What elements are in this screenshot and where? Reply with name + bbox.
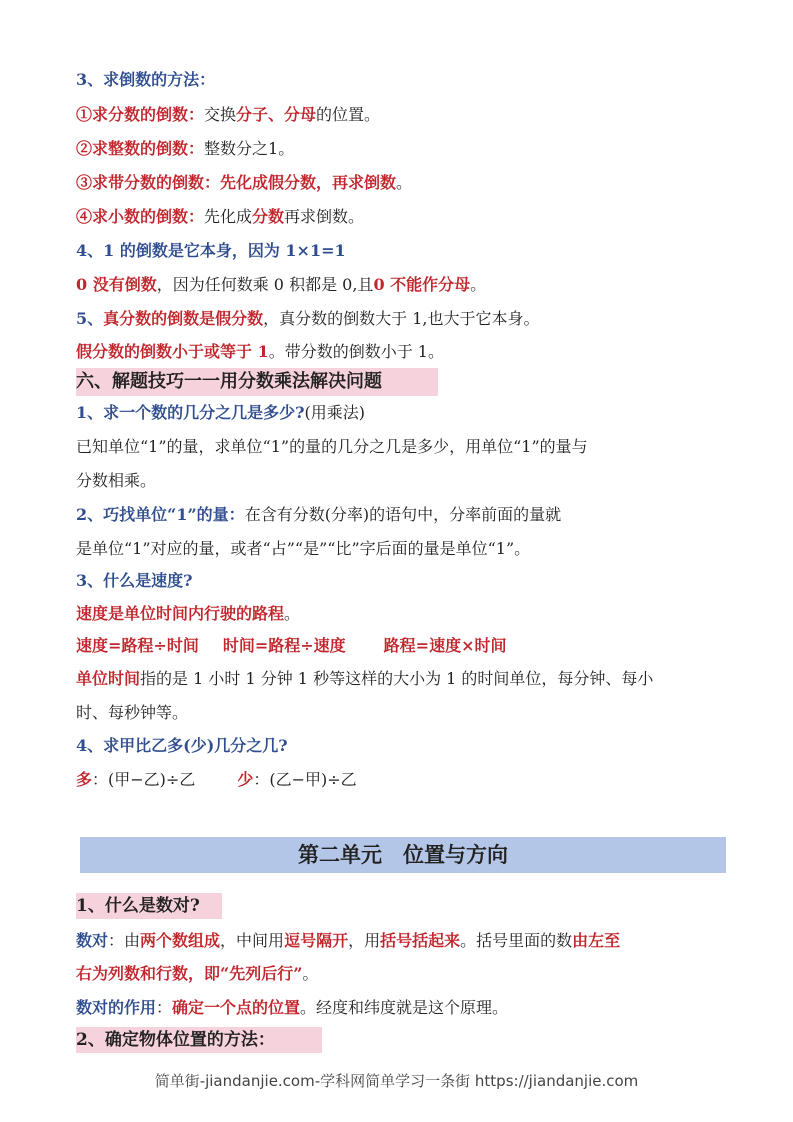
- text-span: ，用: [348, 931, 381, 950]
- column-then-row: 右为列数和行数，即“先列后行”: [76, 964, 303, 983]
- speed-definition-end: 。: [284, 604, 301, 623]
- method-4-label: ④求小数的倒数：: [76, 207, 205, 226]
- question-1-text-2: 分数相乘。: [76, 471, 157, 490]
- coordinate-purpose: [76, 996, 508, 1020]
- text-span: ：由: [108, 931, 141, 950]
- unit-time-line-2: 时、每秒钟等。: [76, 703, 189, 722]
- text-span: ，中间用: [220, 931, 285, 950]
- method-1-text: 交换: [204, 105, 237, 124]
- left-to-right: 由左至: [572, 931, 621, 950]
- formula-distance: 路程=速度×时间: [383, 636, 507, 655]
- question-2-text-2: 是单位“1”对应的量，或者“占”“是”“比”字后面的量是单位“1”。: [76, 539, 531, 558]
- formula-time: 时间=路程÷速度: [222, 636, 346, 655]
- unit-2-banner: [80, 837, 726, 873]
- method-1: [76, 103, 380, 127]
- method-4-key: 分数: [252, 207, 285, 226]
- page-footer: 简单街-jiandanjie.com-学科网简单学习一条街 https://jiandanjie.com: [154, 1072, 639, 1090]
- unit-time-label: 单位时间: [76, 669, 141, 688]
- zero-no-reciprocal: 0 没有倒数: [76, 275, 157, 294]
- coordinate-label: 数对: [76, 931, 109, 950]
- section-3-title: 3、求倒数的方法：: [76, 70, 216, 89]
- more-label: 多: [76, 770, 93, 789]
- method-1-end: 的位置。: [316, 105, 381, 124]
- method-4-end: 再求倒数。: [284, 207, 365, 226]
- unit-2-question-1: 1、什么是数对?: [76, 896, 200, 916]
- formula-speed: 速度=路程÷时间: [76, 636, 199, 655]
- question-1-title: 1、求一个数的几分之几是多少?: [76, 403, 305, 422]
- text-span: 。: [302, 964, 319, 983]
- unit-time-text: 指的是 1 小时 1 分钟 1 秒等这样的大小为 1 的时间单位，每分钟、每小: [140, 669, 654, 688]
- method-3: [76, 171, 412, 195]
- more-less-formulas: [76, 768, 357, 792]
- question-2-title: 2、巧找单位“1”的量：: [76, 505, 245, 524]
- question-1-text-1: 已知单位“1”的量，求单位“1”的量的几分之几是多少，用单位“1”的量与: [76, 437, 588, 456]
- text-span: ：: [156, 998, 173, 1017]
- less-formula: ：(乙−甲)÷乙: [253, 770, 357, 789]
- question-4-title: 4、求甲比乙多(少)几分之几?: [76, 736, 288, 755]
- coordinate-purpose-label: 数对的作用: [76, 998, 157, 1017]
- question-2-text: 在含有分数(分率)的语句中，分率前面的量就: [244, 505, 562, 524]
- unit-2-title: 第二单元 位置与方向: [298, 843, 508, 867]
- speed-definition: [76, 602, 300, 626]
- text-span: 。括号里面的数: [460, 931, 573, 950]
- question-1-hint: (用乘法): [304, 403, 366, 422]
- less-label: 少: [237, 770, 254, 789]
- proper-fraction-text: ，真分数的倒数大于 1,也大于它本身。: [263, 309, 540, 328]
- section-6-heading-text: 六、解题技巧一一用分数乘法解决问题: [76, 371, 382, 392]
- method-4: [76, 205, 364, 229]
- zero-text: ，因为任何数乘 0 积都是 0,且: [156, 275, 374, 294]
- coordinate-def-line-2: [76, 962, 318, 986]
- bracketed: 括号括起来: [380, 931, 461, 950]
- section-5-number: 5、: [76, 309, 104, 328]
- improper-fraction-text: 。带分数的倒数小于 1。: [268, 342, 444, 361]
- method-3-label: ③求带分数的倒数：先化成假分数，再求倒数: [76, 173, 397, 192]
- text-span: 。经度和纬度就是这个原理。: [300, 998, 509, 1017]
- question-1: [76, 401, 365, 425]
- more-formula: ：(甲−乙)÷乙: [92, 770, 196, 789]
- method-2-label: ②求整数的倒数：: [76, 139, 205, 158]
- speed-definition-text: 速度是单位时间内行驶的路程: [76, 604, 285, 623]
- method-1-key: 分子、分母: [236, 105, 317, 124]
- improper-fraction-rule: 假分数的倒数小于或等于 1: [76, 342, 269, 361]
- question-3-title: 3、什么是速度?: [76, 571, 193, 590]
- comma-separated: 逗号隔开: [284, 931, 349, 950]
- section-5-line-1: [76, 307, 540, 331]
- method-4-text: 先化成: [204, 207, 253, 226]
- speed-formulas: [76, 634, 506, 658]
- method-3-end: 。: [396, 173, 413, 192]
- section-6-heading: [76, 368, 438, 396]
- section-5-line-2: [76, 340, 444, 364]
- method-2-text: 整数分之1。: [204, 139, 295, 158]
- question-2: [76, 503, 561, 527]
- two-numbers: 两个数组成: [140, 931, 221, 950]
- method-2: [76, 137, 294, 161]
- coordinate-def-line-1: [76, 929, 620, 953]
- zero-end: 。: [470, 275, 487, 294]
- proper-fraction-rule: 真分数的倒数是假分数: [103, 309, 264, 328]
- unit-time-line-1: [76, 667, 653, 691]
- zero-reciprocal: [76, 273, 486, 297]
- locate-point: 确定一个点的位置: [172, 998, 301, 1017]
- zero-not-denominator: 0 不能作分母: [373, 275, 471, 294]
- method-1-label: ①求分数的倒数：: [76, 105, 205, 124]
- unit-2-question-2: 2、确定物体位置的方法：: [76, 1030, 275, 1050]
- section-4-title: 4、1 的倒数是它本身，因为 1×1=1: [76, 241, 346, 260]
